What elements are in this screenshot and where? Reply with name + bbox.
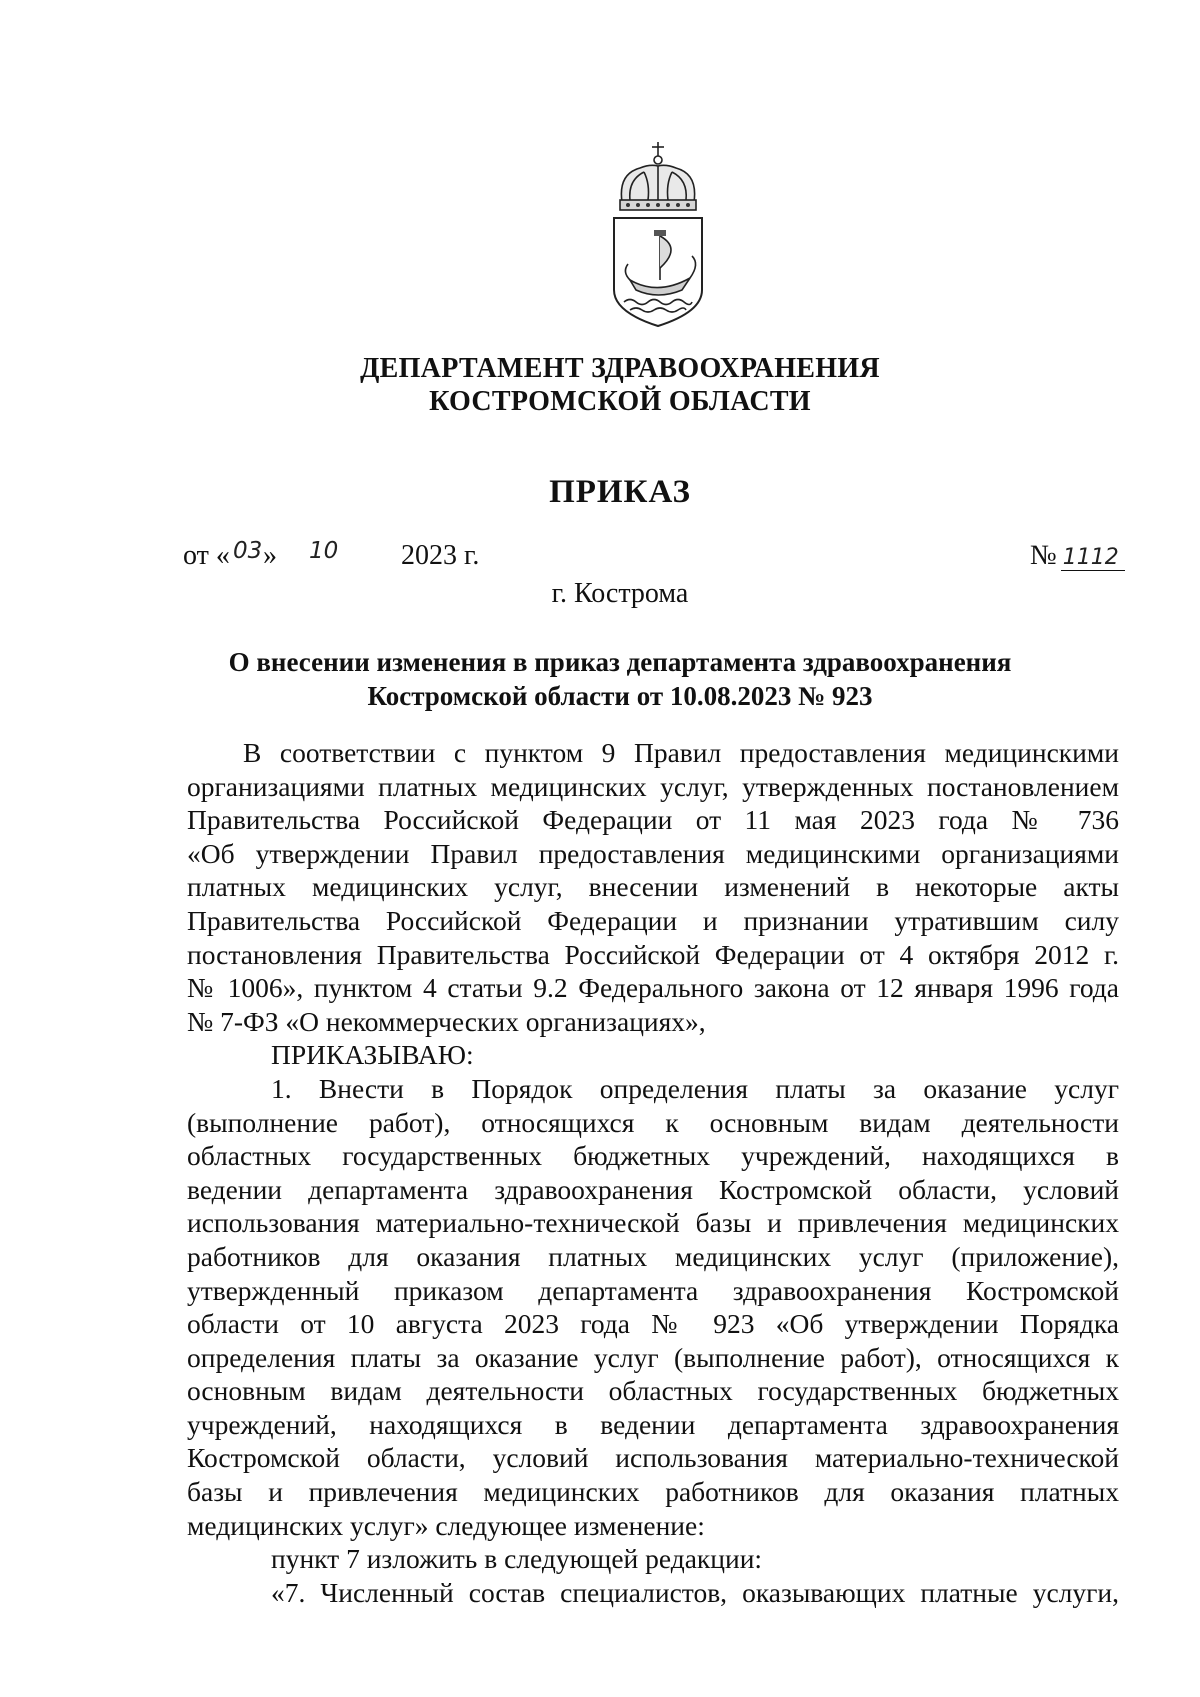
number-handwritten: 1112 bbox=[1061, 545, 1125, 571]
document-body bbox=[187, 736, 1119, 1609]
body-line: В соответствии с пунктом 9 Правил предоставления медицинскими bbox=[243, 737, 1119, 768]
organization-name-line-1: ДЕПАРТАМЕНТ ЗДРАВООХРАНЕНИЯ bbox=[360, 353, 880, 384]
body-line: организациями платных медицинских услуг, утвержденных постановлением bbox=[187, 770, 1119, 802]
document-type-title: ПРИКАЗ bbox=[549, 474, 691, 510]
body-line: № 7-ФЗ «О некоммерческих организациях», bbox=[187, 1005, 706, 1037]
document-subject bbox=[0, 645, 1200, 713]
body-line: области от 10 августа 2023 года № 923 «Об утверждении Порядка bbox=[187, 1308, 1119, 1340]
body-line: базы и привлечения медицинских работников для оказания платных bbox=[187, 1476, 1119, 1508]
body-line: утвержденный приказом департамента здравоохранения Костромской bbox=[187, 1274, 1119, 1306]
body-line: использования материально-технической базы и привлечения медицинских bbox=[187, 1207, 1119, 1239]
order-directive: ПРИКАЗЫВАЮ: bbox=[271, 1039, 474, 1071]
date-day-handwritten: 03 bbox=[233, 538, 263, 564]
body-line: ведении департамента здравоохранения Костромской области, условий bbox=[187, 1173, 1119, 1205]
body-line: 1. Внести в Порядок определения платы за оказание услуг bbox=[271, 1072, 1119, 1104]
body-line: областных государственных бюджетных учреждений, находящихся в bbox=[187, 1140, 1119, 1172]
body-line: определения платы за оказание услуг (выполнение работ), относящихся к bbox=[187, 1341, 1119, 1373]
body-line: медицинских услуг» следующее изменение: bbox=[187, 1509, 705, 1541]
body-line: Правительства Российской Федерации от 11 мая 2023 года № 736 bbox=[187, 804, 1119, 836]
body-line: пункт 7 изложить в следующей редакции: bbox=[271, 1543, 763, 1575]
organization-name-line-2: КОСТРОМСКОЙ ОБЛАСТИ bbox=[429, 386, 811, 417]
body-line: платных медицинских услуг, внесении изменений в некоторые акты bbox=[187, 871, 1119, 903]
subject-line-1: О внесении изменения в приказ департамента здравоохранения bbox=[228, 647, 1012, 677]
document-number bbox=[1030, 540, 1125, 572]
date-year: 2023 г. bbox=[401, 540, 480, 571]
date-quote-close: » bbox=[263, 540, 277, 571]
subject-line-2: Костромской области от 10.08.2023 № 923 bbox=[367, 681, 873, 711]
body-line: «Об утверждении Правил предоставления медицинскими организациями bbox=[187, 837, 1119, 869]
document-city: г. Кострома bbox=[551, 578, 689, 609]
body-line: основным видам деятельности областных государственных бюджетных bbox=[187, 1375, 1119, 1407]
date-month-handwritten: 10 bbox=[309, 538, 339, 564]
coat-of-arms-emblem bbox=[600, 140, 716, 328]
body-line: учреждений, находящихся в ведении департамента здравоохранения bbox=[187, 1408, 1119, 1440]
body-line: работников для оказания платных медицинских услуг (приложение), bbox=[187, 1240, 1119, 1272]
date-prefix: от « bbox=[183, 540, 230, 571]
body-line: Костромской области, условий использования материально-технической bbox=[187, 1442, 1119, 1474]
number-prefix: № bbox=[1030, 540, 1057, 571]
body-line: постановления Правительства Российской Федерации от 4 октября 2012 г. bbox=[187, 938, 1119, 970]
body-line: «7. Численный состав специалистов, оказывающих платные услуги, bbox=[271, 1576, 1119, 1608]
body-line: Правительства Российской Федерации и признании утратившим силу bbox=[187, 904, 1119, 936]
body-line: № 1006», пунктом 4 статьи 9.2 Федерального закона от 12 января 1996 года bbox=[187, 972, 1119, 1004]
body-line: (выполнение работ), относящихся к основным видам деятельности bbox=[187, 1106, 1119, 1138]
